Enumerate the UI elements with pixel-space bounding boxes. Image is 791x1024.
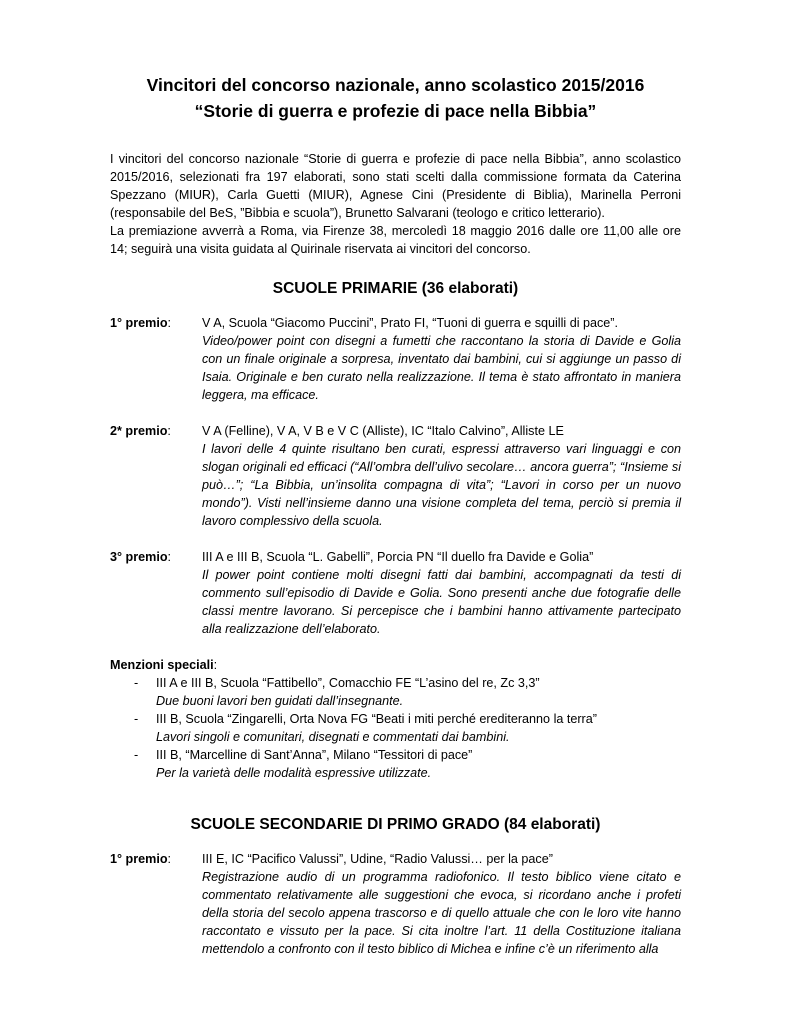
- prize-entry: [110, 314, 681, 404]
- list-dash: -: [134, 676, 139, 690]
- list-item: [110, 674, 681, 710]
- section-heading-secondarie: SCUOLE SECONDARIE DI PRIMO GRADO (84 elaborati): [190, 816, 601, 833]
- prize-label: 3° premio:: [110, 550, 172, 564]
- mention-school: III A e III B, Scuola “Fattibello”, Comacchio FE “L’asino del re, Zc 3,3”: [156, 676, 540, 690]
- prize-body: [202, 548, 681, 638]
- mention-school: III B, Scuola “Zingarelli, Orta Nova FG “Beati i miti perché erediteranno la terra”: [156, 712, 597, 726]
- title-line-2: “Storie di guerra e profezie di pace nella Bibbia”: [194, 101, 597, 121]
- special-mentions: [110, 656, 681, 782]
- prize-school: V A, Scuola “Giacomo Puccini”, Prato FI, “Tuoni di guerra e squilli di pace”.: [202, 316, 619, 330]
- prize-body: [202, 314, 681, 404]
- section-heading-primarie: SCUOLE PRIMARIE (36 elaborati): [272, 280, 519, 297]
- prize-school: III A e III B, Scuola “L. Gabelli”, Porcia PN “Il duello fra Davide e Golia”: [202, 550, 594, 564]
- prize-school: V A (Felline), V A, V B e V C (Alliste), IC “Italo Calvino”, Alliste LE: [202, 424, 564, 438]
- prize-body: [202, 422, 681, 530]
- mention-note: Due buoni lavori ben guidati dall’insegnante.: [156, 694, 404, 708]
- mention-school: III B, “Marcelline di Sant’Anna”, Milano “Tessitori di pace”: [156, 748, 473, 762]
- list-dash: -: [134, 748, 139, 762]
- intro-paragraph-1: I vincitori del concorso nazionale “Storie di guerra e profezie di pace nella Bibbia”, anno scolastico 2015/2016, selezionati fra 197 elaborati, sono stati scelti dalla commissione formata da Caterina Spezzano (MIUR), Carla Guetti (MIUR), Agnese Cini (Presidente di Biblia), Marinella Perroni (responsabile del BeS, ”Bibbia e scuola”), Brunetto Salvarani (teologo e critico letterario).: [110, 152, 681, 220]
- prize-description: Video/power point con disegni a fumetti che raccontano la storia di Davide e Golia con un finale originale a sorpresa, inventato dai bambini, cui si aggiunge un passo di Isaia. Originale e ben curato nella realizzazione. Il tema è stato affrontato in maniera leggera, ma efficace.: [202, 334, 681, 402]
- list-item: [110, 746, 681, 782]
- intro-text: [110, 150, 681, 258]
- prize-entry: [110, 422, 681, 530]
- prize-description: Il power point contiene molti disegni fatti dai bambini, accompagnati da testi di commento sull’episodio di Davide e Golia. Sono presenti anche due fotografie delle classi mentre lavorano. Si percepisce che i bambini hanno attivamente partecipato alla realizzazione dell’elaborato.: [202, 568, 681, 636]
- prize-label: 1° premio:: [110, 316, 172, 330]
- document-title: [110, 72, 681, 124]
- special-mentions-list: [110, 674, 681, 782]
- prize-entry: [110, 850, 681, 958]
- mention-note: Per la varietà delle modalità espressive utilizzate.: [156, 766, 432, 780]
- mention-note: Lavori singoli e comunitari, disegnati e commentati dai bambini.: [156, 730, 510, 744]
- prize-description: I lavori delle 4 quinte risultano ben curati, espressi attraverso vari linguaggi e con slogan originali ed efficaci (“All’ombra dell’ulivo secolare… ancora guerra”; “Insieme si può…”; “La Bibbia, un’insolita compagna di vita”; “Lavori in corso per un nuovo mondo”). Visti nell’insieme danno una visione completa del tema, perciò si premia il lavoro complessivo della scuola.: [202, 442, 681, 528]
- special-mentions-title: Menzioni speciali:: [110, 658, 218, 672]
- prize-label: 2* premio:: [110, 424, 171, 438]
- prize-entry: [110, 548, 681, 638]
- prize-body: [202, 850, 681, 958]
- list-dash: -: [134, 712, 139, 726]
- prize-school: III E, IC “Pacifico Valussi”, Udine, “Radio Valussi… per la pace”: [202, 852, 553, 866]
- list-item: [110, 710, 681, 746]
- prize-label: 1° premio:: [110, 852, 172, 866]
- prize-description: Registrazione audio di un programma radiofonico. Il testo biblico viene citato e commentato relativamente alle suggestioni che evoca, si ricordano anche i profeti della storia del secolo appena trascorso e di quello attuale che con le loro vite hanno raccontato e vissuto per la pace. Si cita inoltre l’art. 11 della Costituzione italiana mettendolo a confronto con il testo biblico di Michea e infine c’è un riferimento alla: [202, 870, 681, 956]
- title-line-1: Vincitori del concorso nazionale, anno scolastico 2015/2016: [146, 75, 645, 95]
- intro-paragraph-2: La premiazione avverrà a Roma, via Firenze 38, mercoledì 18 maggio 2016 dalle ore 11,00 alle ore 14; seguirà una visita guidata al Quirinale riservata ai vincitori del concorso.: [110, 224, 681, 256]
